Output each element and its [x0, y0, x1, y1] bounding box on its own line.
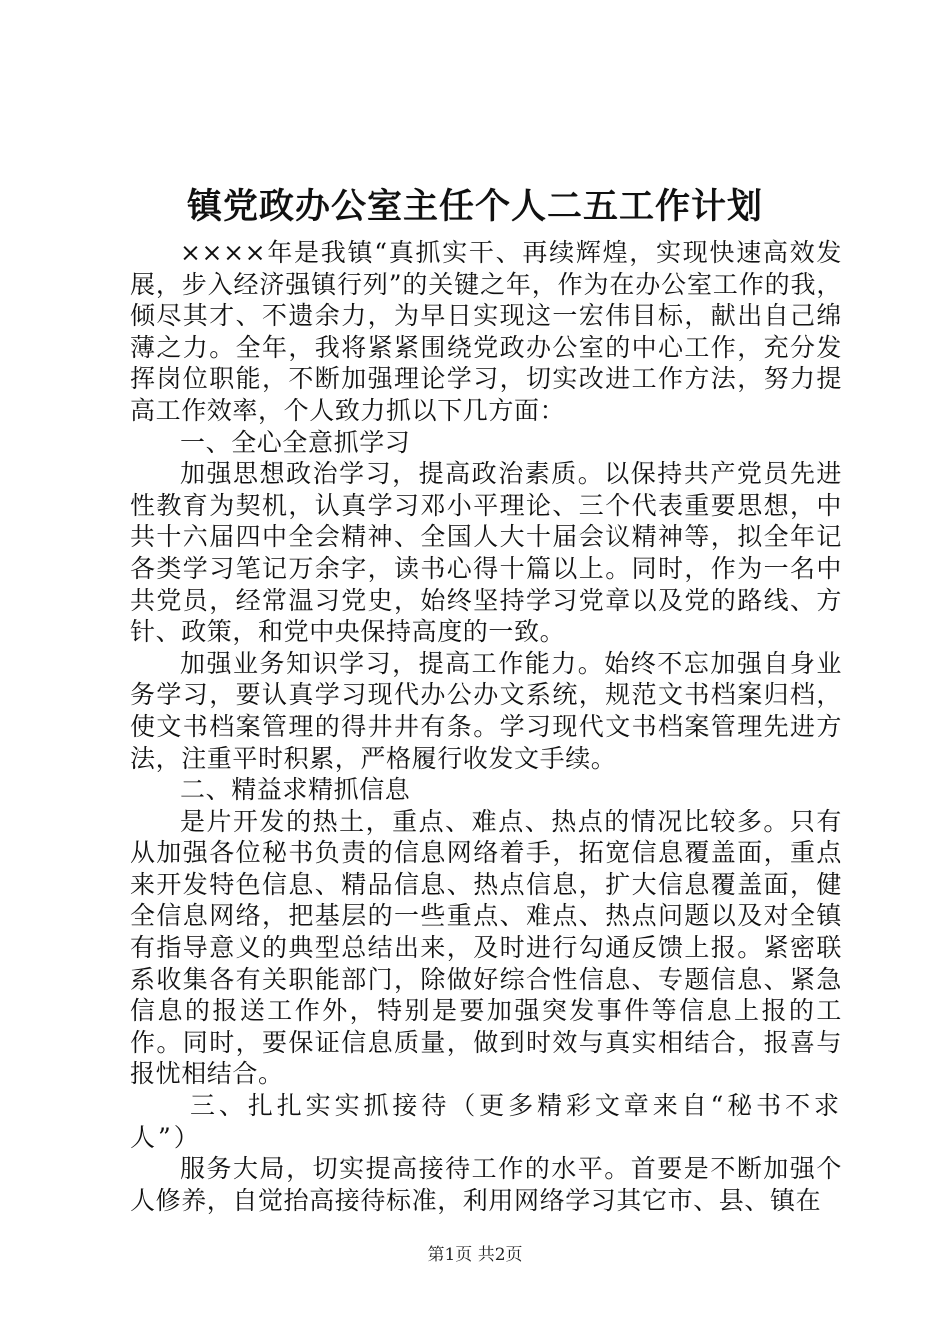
- section-heading-3: 三、扎扎实实抓接待（更多精彩文章来自“秘书不求人”）: [130, 1091, 842, 1152]
- document-body: [130, 237, 842, 1216]
- paragraph-study-business: 加强业务知识学习，提高工作能力。始终不忘加强自身业务学习，要认真学习现代办公办文系统，规范文书档案归档，使文书档案管理的得井井有条。学习现代文书档案管理先进方法，注重平时积累，严格履行收发文手续。: [130, 648, 842, 773]
- section-heading-2: 二、精益求精抓信息: [180, 775, 411, 805]
- page-indicator: 第1页 共2页: [427, 1245, 523, 1265]
- document-title: 镇党政办公室主任个人二五工作计划: [186, 186, 763, 227]
- paragraph-reception: 服务大局，切实提高接待工作的水平。首要是不断加强个人修养，自觉抬高接待标准，利用网络学习其它市、县、镇在: [130, 1154, 842, 1215]
- section-heading-1: 一、全心全意抓学习: [180, 427, 411, 457]
- paragraph-intro: ××××年是我镇“真抓实干、再续辉煌，实现快速高效发展，步入经济强镇行列”的关键之年，作为在办公室工作的我，倾尽其才、不遗余力，为早日实现这一宏伟目标，献出自己绵薄之力。全年，我将紧紧围绕党政办公室的中心工作，充分发挥岗位职能，不断加强理论学习，切实改进工作方法，努力提高工作效率，个人致力抓以下几方面：: [130, 238, 842, 425]
- paragraph-study-political: 加强思想政治学习，提高政治素质。以保持共产党员先进性教育为契机，认真学习邓小平理论、三个代表重要思想，中共十六届四中全会精神、全国人大十届会议精神等，拟全年记各类学习笔记万余字，读书心得十篇以上。同时，作为一名中共党员，经常温习党史，始终坚持学习党章以及党的路线、方针、政策，和党中央保持高度的一致。: [130, 459, 842, 647]
- paragraph-information: 是片开发的热土，重点、难点、热点的情况比较多。只有从加强各位秘书负责的信息网络着手，拓宽信息覆盖面，重点来开发特色信息、精品信息、热点信息，扩大信息覆盖面，健全信息网络，把基层的一些重点、难点、热点问题以及对全镇有指导意义的典型总结出来，及时进行勾通反馈上报。紧密联系收集各有关职能部门，除做好综合性信息、专题信息、紧急信息的报送工作外，特别是要加强突发事件等信息上报的工作。同时，要保证信息质量，做到时效与真实相结合，报喜与报忧相结合。: [130, 806, 842, 1089]
